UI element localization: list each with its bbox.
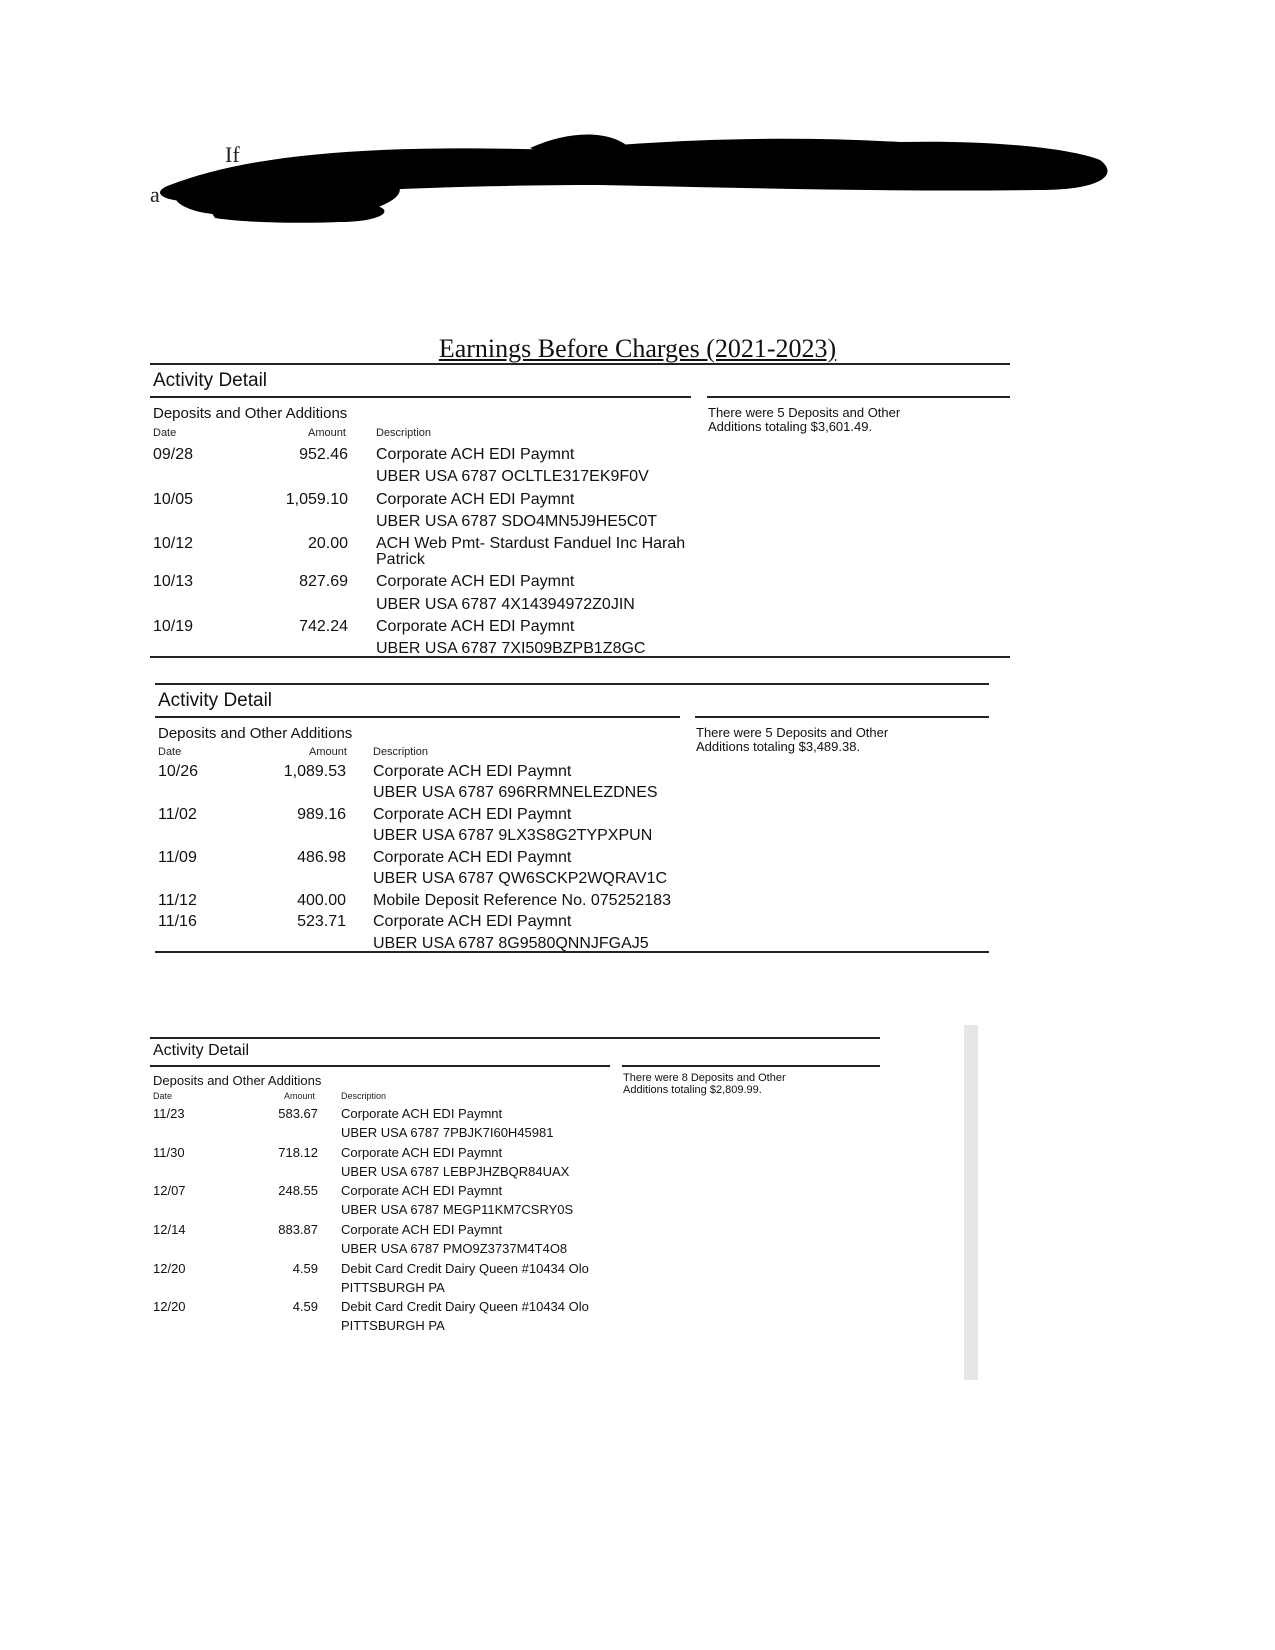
row-date: 09/28 [153,446,194,463]
section-divider [707,396,1010,398]
row-description: Corporate ACH EDI Paymnt [376,618,575,635]
row-date: 12/14 [153,1222,186,1237]
row-description: Corporate ACH EDI Paymnt [376,491,575,508]
section-header: Activity Detail [158,690,273,711]
row-date: 11/09 [158,849,197,866]
section-header: Activity Detail [153,370,268,391]
section-divider [155,683,989,685]
activity-detail-section [155,683,989,958]
row-amount: 952.46 [299,446,348,463]
row-description: Mobile Deposit Reference No. 075252183 [373,892,671,909]
activity-detail-section [150,1037,880,1357]
row-description-detail: UBER USA 6787 696RRMNELEZDNES [373,784,658,801]
row-description-detail: Patrick [376,551,425,568]
row-amount: 1,089.53 [283,763,346,780]
deposits-summary: There were 5 Deposits and Other Additions totaling $3,489.38. [696,725,889,754]
row-date: 10/13 [153,573,194,590]
section-divider [155,716,680,718]
section-subheader: Deposits and Other Additions [153,1073,322,1088]
deposits-summary: There were 8 Deposits and Other Additions totaling $2,809.99. [623,1072,786,1096]
row-description-detail: UBER USA 6787 7XI509BZPB1Z8GC [376,640,646,657]
redacted-text-fragment: a [150,182,160,207]
row-amount: 718.12 [278,1145,318,1160]
deposits-summary: There were 5 Deposits and Other Additions totaling $3,601.49. [708,405,901,434]
column-header-date: Date [153,427,177,439]
row-description: Corporate ACH EDI Paymnt [373,849,572,866]
row-date: 10/19 [153,618,194,635]
activity-detail-section [150,363,1010,663]
row-date: 11/23 [153,1106,185,1121]
row-description-detail: PITTSBURGH PA [341,1318,445,1333]
row-description-detail: UBER USA 6787 LEBPJHZBQR84UAX [341,1164,570,1179]
column-header-amount: Amount [284,1091,316,1101]
row-description-detail: PITTSBURGH PA [341,1280,445,1295]
row-description-detail: UBER USA 6787 9LX3S8G2TYPXPUN [373,827,653,844]
row-date: 10/26 [158,763,199,780]
section-subheader: Deposits and Other Additions [153,405,348,422]
section-subheader: Deposits and Other Additions [158,725,353,742]
column-header-description: Description [341,1091,387,1101]
section-divider [695,716,989,718]
row-description: Corporate ACH EDI Paymnt [341,1145,503,1160]
row-description: Corporate ACH EDI Paymnt [373,913,572,930]
row-date: 10/05 [153,491,194,508]
row-description-detail: UBER USA 6787 QW6SCKP2WQRAV1C [373,870,668,887]
row-amount: 248.55 [278,1183,318,1198]
section-divider [150,1037,880,1039]
column-header-description: Description [373,746,429,758]
row-description: Debit Card Credit Dairy Queen #10434 Olo [341,1261,589,1276]
row-amount: 4.59 [292,1261,318,1276]
row-description-detail: UBER USA 6787 4X14394972Z0JIN [376,596,635,613]
row-date: 12/20 [153,1261,186,1276]
row-date: 11/02 [158,806,197,823]
row-date: 11/16 [158,913,197,930]
page-title: Earnings Before Charges (2021-2023) [438,334,837,363]
row-description-detail: UBER USA 6787 SDO4MN5J9HE5C0T [376,513,657,530]
row-description: Corporate ACH EDI Paymnt [341,1106,503,1121]
column-header-description: Description [376,427,432,439]
section-divider [150,363,1010,365]
column-header-date: Date [158,746,182,758]
row-amount: 523.71 [297,913,346,930]
redacted-text-fragment: If [225,142,240,167]
row-description: Corporate ACH EDI Paymnt [373,806,572,823]
section-divider [622,1065,880,1067]
row-amount: 486.98 [297,849,346,866]
section-divider [155,951,989,953]
section-divider [150,656,1010,658]
row-description: Corporate ACH EDI Paymnt [341,1222,503,1237]
row-description-detail: UBER USA 6787 7PBJK7I60H45981 [341,1125,554,1140]
row-date: 12/20 [153,1299,186,1314]
row-description-detail: UBER USA 6787 MEGP11KM7CSRY0S [341,1202,574,1217]
row-description: Corporate ACH EDI Paymnt [376,573,575,590]
column-header-amount: Amount [308,427,346,439]
section-divider [150,396,691,398]
row-description-detail: UBER USA 6787 8G9580QNNJFGAJ5 [373,935,649,952]
redaction-mark [140,130,1120,240]
section-header: Activity Detail [153,1042,250,1059]
row-amount: 827.69 [299,573,348,590]
row-date: 11/12 [158,892,197,909]
row-amount: 583.67 [278,1106,318,1121]
redaction-scribble [140,130,1120,240]
row-date: 10/12 [153,535,194,552]
column-header-amount: Amount [309,746,347,758]
row-description: Debit Card Credit Dairy Queen #10434 Olo [341,1299,589,1314]
scan-margin-shadow [964,1025,978,1380]
row-description-detail: UBER USA 6787 OCLTLE317EK9F0V [376,468,649,485]
row-amount: 883.87 [278,1222,318,1237]
section-divider [150,1065,610,1067]
column-header-date: Date [153,1091,173,1101]
row-amount: 742.24 [299,618,348,635]
row-amount: 20.00 [307,535,348,552]
row-description: Corporate ACH EDI Paymnt [376,446,575,463]
row-description-detail: UBER USA 6787 PMO9Z3737M4T4O8 [341,1241,568,1256]
row-date: 12/07 [153,1183,186,1198]
row-amount: 989.16 [297,806,346,823]
row-description: ACH Web Pmt- Stardust Fanduel Inc Harah [376,535,686,552]
row-description: Corporate ACH EDI Paymnt [341,1183,503,1198]
row-amount: 1,059.10 [285,491,348,508]
row-amount: 400.00 [297,892,346,909]
row-date: 11/30 [153,1145,185,1160]
row-amount: 4.59 [292,1299,318,1314]
row-description: Corporate ACH EDI Paymnt [373,763,572,780]
